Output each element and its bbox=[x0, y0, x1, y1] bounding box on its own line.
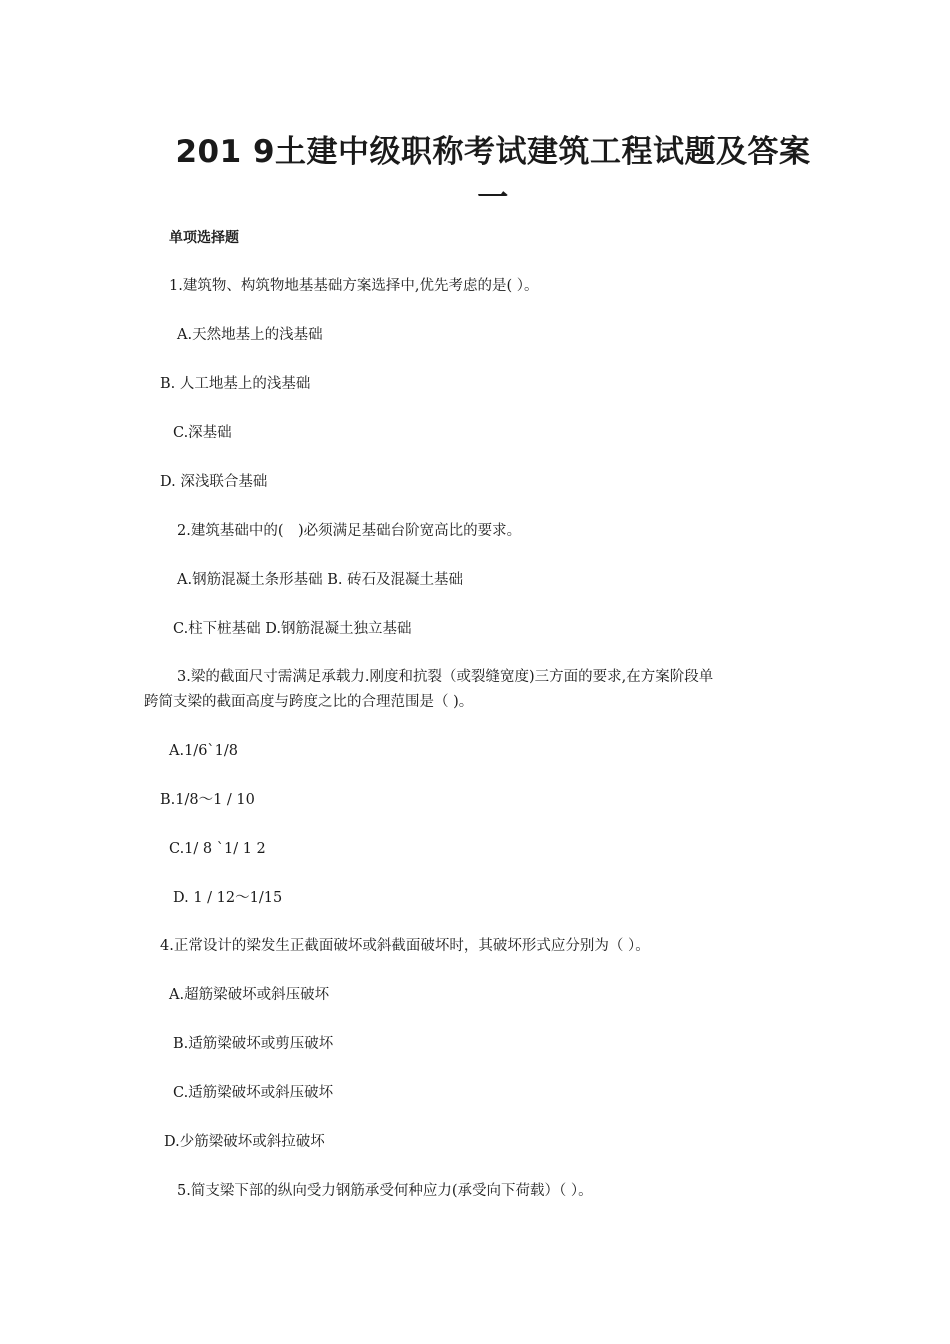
document-title-line-1: 201 9土建中级职称考试建筑工程试题及答案 bbox=[175, 134, 811, 170]
question-3-option-d: D. 1 / 12～1/15 bbox=[173, 890, 283, 906]
question-5: 5.简支梁下部的纵向受力钢筋承受何种应力(承受向下荷载）（ ）。 bbox=[177, 1183, 593, 1199]
question-2-options-cd: C.柱下桩基础 D.钢筋混凝土独立基础 bbox=[173, 621, 412, 637]
question-2-options-ab: A.钢筋混凝土条形基础 B. 砖石及混凝土基础 bbox=[177, 572, 464, 588]
question-2: 2.建筑基础中的( )必须满足基础台阶宽高比的要求。 bbox=[177, 523, 522, 539]
question-4-option-d: D.少筋梁破坏或斜拉破坏 bbox=[164, 1134, 325, 1150]
question-1-option-a: A.天然地基上的浅基础 bbox=[177, 327, 323, 343]
question-4-option-a: A.超筋梁破坏或斜压破坏 bbox=[169, 987, 330, 1003]
question-4-option-c: C.适筋梁破坏或斜压破坏 bbox=[173, 1085, 334, 1101]
question-4-option-b: B.适筋梁破坏或剪压破坏 bbox=[173, 1036, 334, 1052]
question-3-option-c: C.1/ 8 `1/ 1 2 bbox=[169, 841, 266, 857]
document-title-line-2: 一 bbox=[477, 180, 509, 216]
question-3-option-b: B.1/8～1 / 10 bbox=[160, 792, 255, 808]
question-1: 1.建筑物、构筑物地基基础方案选择中,优先考虑的是( ）。 bbox=[169, 278, 539, 294]
question-4: 4.正常设计的梁发生正截面破坏或斜截面破坏时，其破坏形式应分别为（ ）。 bbox=[160, 938, 650, 954]
question-3-option-a: A.1/6`1/8 bbox=[169, 743, 239, 759]
question-1-option-c: C.深基础 bbox=[173, 425, 232, 441]
question-1-option-b: B. 人工地基上的浅基础 bbox=[160, 376, 311, 392]
question-1-option-d: D. 深浅联合基础 bbox=[160, 474, 268, 490]
question-3-line-1: 3.梁的截面尺寸需满足承载力.刚度和抗裂（或裂缝宽度)三方面的要求,在方案阶段单 bbox=[177, 669, 714, 685]
section-heading: 单项选择题 bbox=[169, 230, 239, 246]
question-3-line-2: 跨简支梁的截面高度与跨度之比的合理范围是（ )。 bbox=[144, 694, 474, 710]
